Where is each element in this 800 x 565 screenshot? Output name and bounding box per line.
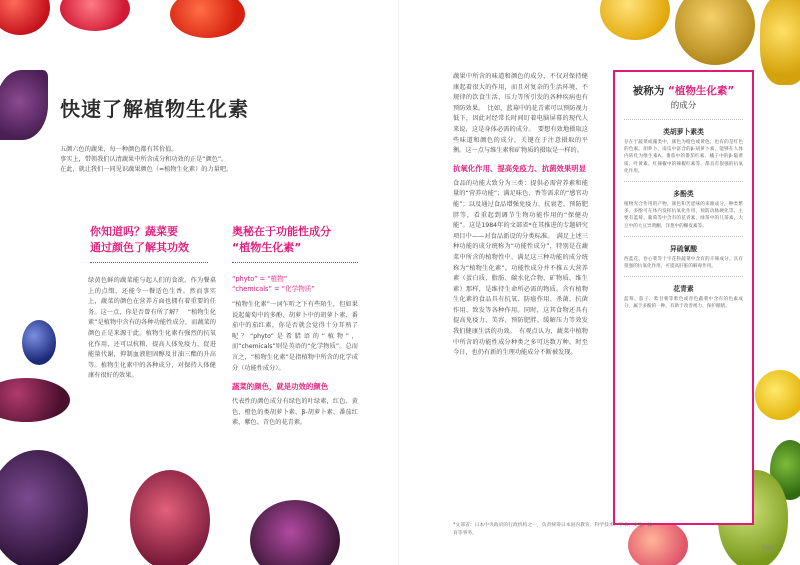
sidebar-divider: [624, 119, 743, 120]
plum-image: [22, 320, 56, 365]
eggplant-image: [0, 378, 70, 422]
section-title-isothiocyanate: 异硫氰酸: [669, 244, 698, 253]
section-body-anthocyanin: 蓝莓、茄子、紫甘薯等紫色或青色蔬菜中含有的色素成分，属于多酚的一种。有助于改善视力、保护眼睛。: [624, 297, 743, 310]
phytochemical-sidebar: [613, 70, 754, 525]
sidebar-subtitle: 的成分: [670, 101, 697, 111]
red-radish-image: [60, 0, 130, 31]
heading-divider: [90, 262, 208, 263]
page-number: 003: [762, 545, 774, 552]
section-subheading: 蔬菜的颜色，就是功效的颜色: [232, 382, 329, 392]
purple-leaf-image: [0, 70, 48, 140]
right-page: [400, 0, 800, 565]
phyto-definition: [232, 274, 315, 294]
section-body-polyphenols: 植物光合作用的产物，颜色和苦涩味的来源成分，种类繁多。多酚可在体内发挥抗氧化作用，预防动脉硬化等。主要有蓝莓、葡萄等中含有的花青素，绿茶中的儿茶素，大豆中的大豆异黄酮，洋葱中的槲皮素等。: [624, 202, 743, 229]
phytochemical-heading: [232, 224, 331, 256]
tomato-image: [170, 0, 245, 38]
sidebar-divider: [624, 236, 743, 237]
paragraph: 代表性的颜色成分有绿色的叶绿素，红色、黄色、橙色的类胡萝卜素、β-胡萝卜素、番茄红素，紫色、青色的花青素。: [232, 398, 358, 427]
sidebar-title: [615, 84, 752, 99]
section-title-polyphenols: 多酚类: [673, 190, 694, 199]
heading-line: 你知道吗？蔬菜要: [90, 225, 178, 238]
section-title-carotenoids: 类胡萝卜素类: [663, 128, 704, 136]
fig-image: [130, 470, 210, 565]
footnote: *文部省：日本中央政府的行政机构之一，负责统筹日本国内教育、科学技术、学术、文化、体育等事务。: [453, 523, 653, 536]
sidebar-title-highlight: “植物生化素”: [667, 85, 735, 97]
red-apple-image: [0, 0, 50, 35]
paragraph: 蔬果中所含的味道和颜色的成分，不仅对保持健康起着很大的作用，而且对复杂的生活环境、不规律的饮食生活、压力等所引发的各种疾病也有预防效果。 比如，蓝莓中的花青素可以预防视力低下，因此对经常长时间盯着电脑屏幕的现代人来说，这是身体必需的成分。 要想有效地摄取这些味道和颜色的成分，关键在于注意摄取的平衡。这一点与维生素和矿物质的摄取是一样的。: [453, 73, 588, 155]
intro-line: 在此，就让我们一同见识蔬果颜色（=植物生化素）的力量吧。: [60, 166, 233, 173]
section-body-isothiocyanate: 西蓝花、卷心菜等十字花科蔬菜中含有的辛辣成分。具有很强的抗氧化作用，可提高肝脏的解毒作用。: [624, 256, 743, 270]
body-column-1: 绿黄色鲜的蔬菜能与起人们的食欲，作为餐桌上的点缀，还能令一餐适色生香。然而事实上，蔬菜的颜色在营养方面也拥有着重要的任务。这一点，你是否曾有所了解？ “植物生化素”是植物中含有的各种功能性成分，而蔬菜的颜色正是来源于此。植物生化素有强烈的抗氧化作用，还可以杭粮，提高人体免疫力，促进能量代谢，抑制血液胆固醇及甘油三酯的升高等。植物生化素中的各种成分，对保持人体健康有很好的效果。: [88, 277, 216, 380]
heading-line: 通过颜色了解其功效: [90, 241, 189, 254]
intro-line: 五颜六色的蔬果，每一种颜色都有其价值。: [60, 146, 178, 153]
body-column-2: [232, 300, 358, 429]
sidebar-title-prefix: 被称为: [632, 85, 665, 97]
purple-grapes-image: [0, 450, 88, 565]
right-page-content: [400, 0, 800, 565]
sidebar-divider: [624, 181, 743, 182]
section-body-carotenoids: 存在于蔬菜或藻类中，颜色为橙色或黄色，也有的是红色的色素。胡萝卜、南瓜中富含的β-胡萝卜素，能够在人体内转化为维生素A。番茄中的番茄红素、橘子中的β-隐黄质、叶黄素、红辣椒中的辣椒红素等，都具有很强的抗氧化作用。: [624, 140, 743, 174]
sidebar-divider: [624, 276, 743, 277]
heading-line: “植物生化素”: [232, 241, 302, 254]
intro-line: 事实上，带领我们认清蔬果中所含成分和功效的正是“颜色”。: [60, 156, 228, 163]
paragraph: “植物生化素”一词乍听之下有些陌生，但如果说起葡萄中的多酚、胡萝卜中的胡萝卜素、番茄中的茄红素，你是否就会觉得十分耳熟了呢？“phyto”是希腊语的“植物”，而“chemicals”则是英语的“化学物质”。总而言之，“植物生化素”是指植物中所含的化学成分（功能性成分）。: [232, 301, 358, 372]
intro-paragraph: [60, 145, 310, 175]
phyto-line: “chemicals” = “化学物质”: [232, 285, 315, 293]
section-subheading: 抗氧化作用、提高免疫力、抗菌效果明显: [453, 163, 587, 173]
lettuce-image: [250, 500, 340, 565]
body-column-3: [453, 72, 588, 359]
page-title: 快速了解植物生化素: [60, 97, 249, 121]
heading-divider: [232, 262, 358, 263]
did-you-know-heading: [90, 224, 189, 256]
paragraph: 食品的功能大致分为三类：提供必需营养素和能量的“营养功能”；满足味色、香等需求的“感官功能”；以及通过食品增强免疫力、抗衰老、预防肥胖等，看重起到调节生物功能作用的“保健功能”。这是1984年的文部省*在其推进的专题研究项目中——对食品新设的分类标准。 满足上述三种功能的成分统称为“功能性成分”，特别是在蔬菜中所含的植物性中，满足这三种功能的成分统称为“植物生化素”。功能性成分并不推五大营养素（蛋白质、脂肪、碳水化合物、矿物质、维生素）那样，是维持生命所必需的物质。含有植物生化素的食品具有抗氧、防癌作用、杀菌、抗菌作用、致发等各种作用。同时，这其食物还具有提高免疫力、美容、预防肥胖、缓解压力等效发我们健康生活的功效。 有观点认为，蔬菜中植物中所含的功能性成分种类之多可达数万种。时至今日，也仍有新的生理功能成分不断被发现。: [453, 179, 588, 357]
phyto-line: “phyto” = “植物”: [232, 275, 288, 283]
heading-line: 奥秘在于功能性成分: [232, 225, 331, 238]
section-title-anthocyanin: 花青素: [673, 285, 694, 294]
